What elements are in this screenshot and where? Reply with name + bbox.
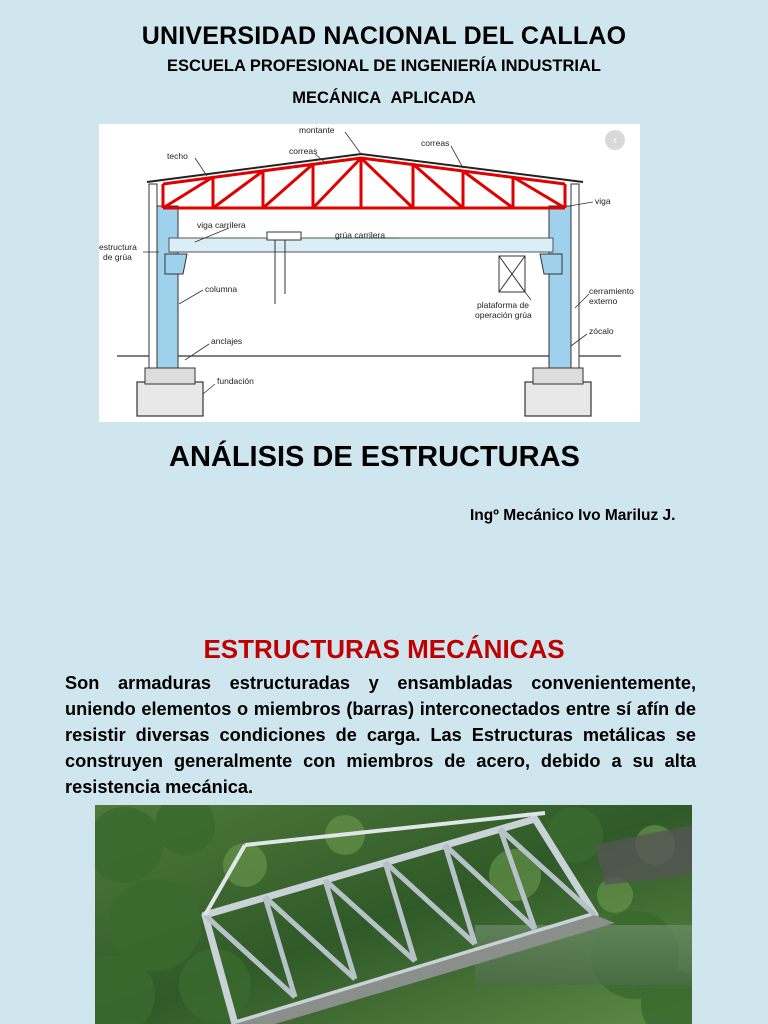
author-name: Ingº Mecánico Ivo Mariluz J. [470, 507, 676, 524]
label-anclajes: anclajes [211, 336, 243, 346]
label-grua-carrilera: grúa carrilera [335, 230, 386, 240]
label-techo: techo [167, 151, 188, 161]
label-cerramiento-2: externo [589, 296, 618, 306]
label-montante: montante [299, 125, 335, 135]
label-correas-right: correas [421, 138, 450, 148]
label-viga-carrilera: viga carrilera [197, 220, 246, 230]
label-correas-left: correas [289, 146, 318, 156]
school-title: ESCUELA PROFESIONAL DE INGENIERÍA INDUSTRIAL [167, 57, 601, 75]
course-title: MECÁNICA APLICADA [292, 89, 476, 107]
structure-diagram [99, 124, 640, 422]
page-title: ANÁLISIS DE ESTRUCTURAS [169, 441, 580, 473]
label-viga: viga [595, 196, 611, 206]
chevron-left-icon[interactable]: ‹ [605, 130, 625, 150]
section-title: ESTRUCTURAS MECÁNICAS [203, 634, 565, 664]
university-title: UNIVERSIDAD NACIONAL DEL CALLAO [141, 22, 627, 50]
label-plataforma-2: operación grúa [475, 310, 532, 320]
label-zocalo: zócalo [589, 326, 614, 336]
label-estructura-2: de grúa [103, 252, 132, 262]
label-estructura-1: estructura [99, 242, 137, 252]
section-body: Son armaduras estructuradas y ensambladas convenientemente, uniendo elementos o miembros (barras) interconectados entre sí afín de resistir diversas condiciones de carga. Las Estructuras metálicas se construyen generalmente con miembros de acero, debido a su alta resistencia mecánica. [65, 673, 696, 797]
label-fundacion: fundación [217, 376, 254, 386]
label-columna: columna [205, 284, 238, 294]
bridge-photo [95, 805, 692, 1024]
label-cerramiento-1: cerramiento [589, 286, 634, 296]
label-plataforma-1: plataforma de [477, 300, 529, 310]
